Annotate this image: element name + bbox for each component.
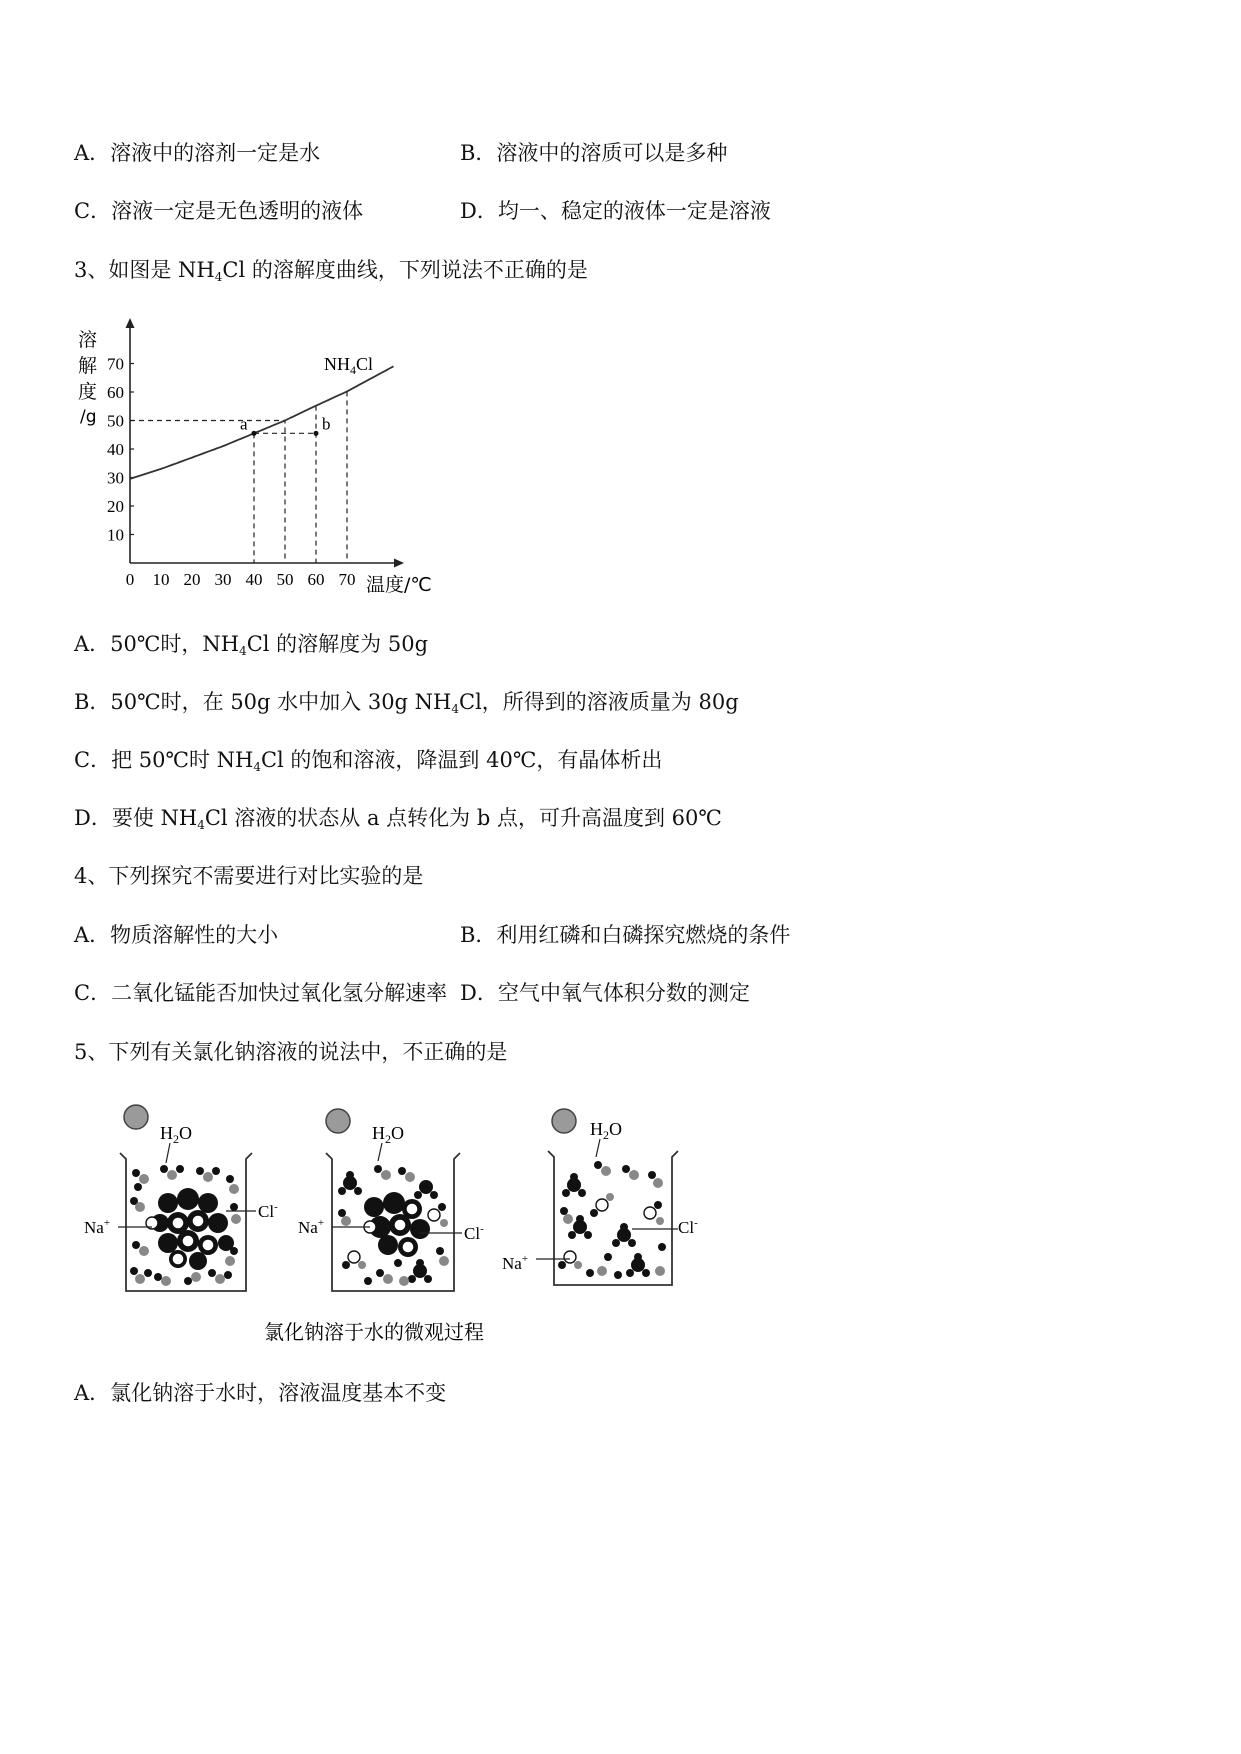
nacl-crystal: [146, 1188, 234, 1270]
solubility-curve: [130, 366, 394, 479]
h2o-label-2: $H_2O$: [372, 1123, 404, 1146]
q2-option-b: B．溶液中的溶质可以是多种: [460, 141, 728, 165]
series-label: $NH_4Cl$: [324, 354, 374, 377]
y-tick-label: 50: [107, 411, 124, 431]
y-label-1: 溶: [78, 329, 98, 351]
y-axis-arrow: [126, 318, 135, 328]
h2o-label-1: $H_2O$: [160, 1123, 192, 1146]
na-label-1: Na+: [84, 1217, 111, 1237]
guide-50: [130, 421, 285, 564]
y-label-2: 解: [78, 355, 98, 377]
y-tick-label: 70: [107, 354, 124, 374]
nacl-crystal-partial: [364, 1192, 430, 1257]
h2o-label-3: $H_2O$: [590, 1119, 622, 1142]
y-tick-label: 60: [107, 383, 124, 402]
y-label-3: 度: [78, 381, 98, 403]
y-tick-label: 40: [107, 440, 124, 459]
y-tick-label: 10: [107, 525, 124, 545]
q3-option-b: B．50℃时，在 50g 水中加入 30g $NH_4Cl$，所得到的溶液质量为 80g: [74, 690, 739, 716]
x-tick-label: 40: [245, 570, 263, 589]
x-tick-label: 50: [276, 570, 294, 589]
point-a: [252, 431, 257, 436]
cl-label-3: Cl-: [678, 1217, 698, 1237]
q2-option-d: D．均一、稳定的液体一定是溶液: [460, 199, 771, 223]
q4-option-c: C．二氧化锰能否加快过氧化氢分解速率: [74, 981, 448, 1005]
na-label-3: Na+: [502, 1253, 529, 1273]
x-label: 温度/℃: [366, 574, 432, 596]
q3-option-a: A．50℃时，$NH_4Cl$ 的溶解度为 50g: [74, 632, 429, 658]
point-label-b: b: [322, 414, 331, 434]
q3-option-c: C．把 50℃时 $NH_4Cl$ 的饱和溶液，降温到 40℃，有晶体析出: [74, 748, 663, 774]
water-molecule-icon: [326, 1109, 350, 1133]
x-tick-label: 0: [125, 570, 135, 589]
q4-option-b: B．利用红磷和白磷探究燃烧的条件: [460, 923, 791, 947]
q4-option-a: A．物质溶解性的大小: [74, 923, 279, 947]
solubility-chart: [70, 310, 470, 610]
na-label-2: Na+: [298, 1217, 325, 1237]
y-tick-label: 30: [107, 468, 124, 488]
x-tick-label: 70: [338, 570, 356, 589]
point-b: [314, 431, 319, 436]
point-label-a: a: [240, 414, 248, 434]
q3-option-d: D．要使 $NH_4Cl$ 溶液的状态从 a 点转化为 b 点，可升高温度到 60℃: [74, 806, 722, 832]
cl-label-2: Cl-: [464, 1223, 484, 1243]
q5-stem: 5、下列有关氯化钠溶液的说法中，不正确的是: [74, 1040, 508, 1064]
x-tick-label: 20: [183, 570, 201, 589]
q4-option-d: D．空气中氧气体积分数的测定: [460, 981, 750, 1005]
water-molecule-icon: [552, 1109, 576, 1133]
y-label-4: /g: [80, 407, 97, 427]
x-tick-label: 30: [214, 570, 232, 589]
cl-label-1: Cl-: [258, 1201, 278, 1221]
nacl-dissolution-figure: [80, 1095, 720, 1355]
q3-stem: 3、如图是 $NH_4Cl$ 的溶解度曲线，下列说法不正确的是: [74, 258, 588, 284]
beaker-1: [84, 1105, 278, 1291]
beaker-2: [298, 1109, 484, 1291]
x-tick-label: 60: [307, 570, 325, 589]
beaker-3: [502, 1109, 698, 1285]
water-molecule-icon: [124, 1105, 148, 1129]
y-tick-label: 20: [107, 497, 124, 516]
q4-stem: 4、下列探究不需要进行对比实验的是: [74, 864, 424, 888]
x-axis-arrow: [394, 559, 404, 568]
q2-option-a: A．溶液中的溶剂一定是水: [74, 141, 321, 165]
q2-option-c: C．溶液一定是无色透明的液体: [74, 199, 364, 223]
x-tick-label: 10: [152, 570, 170, 589]
figure-caption: 氯化钠溶于水的微观过程: [264, 1320, 484, 1344]
hydrated-ions-3: [558, 1161, 666, 1279]
q5-option-a: A．氯化钠溶于水时，溶液温度基本不变: [74, 1381, 447, 1405]
